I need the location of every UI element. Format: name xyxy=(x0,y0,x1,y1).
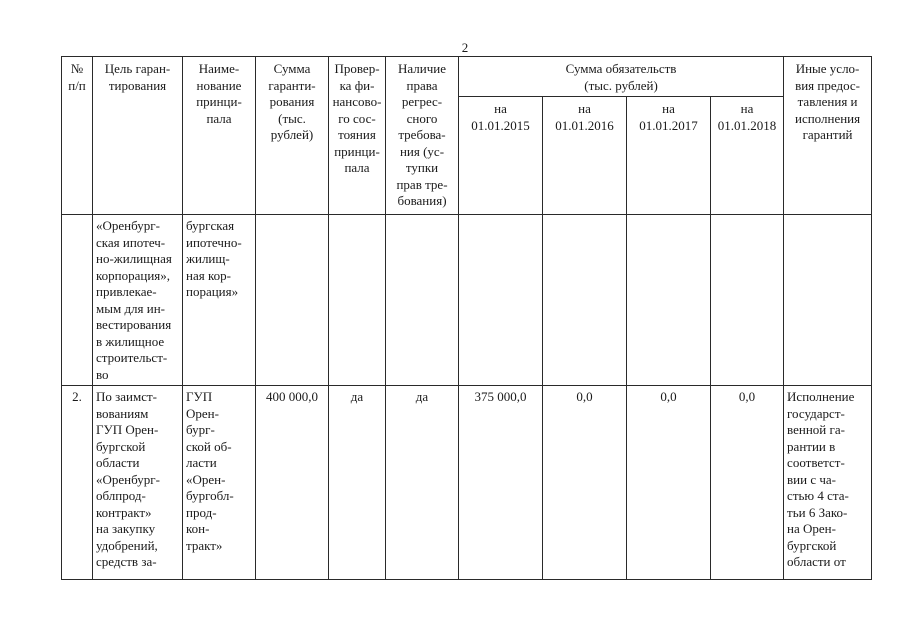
row-num xyxy=(62,215,93,386)
header-other-conditions: Иные усло- вия предос- тавления и исполнения гарантий xyxy=(784,57,872,215)
header-num: № п/п xyxy=(62,57,93,215)
row-financial-check: да xyxy=(329,386,386,580)
header-date-2015: на 01.01.2015 xyxy=(459,97,543,215)
row-num: 2. xyxy=(62,386,93,580)
row-value-2015: 375 000,0 xyxy=(459,386,543,580)
row-regress-right xyxy=(386,215,459,386)
row-purpose: По заимст- вованиям ГУП Орен- бургской области «Оренбург- облпрод- контракт» на закупку удобрений, средств за- xyxy=(93,386,183,580)
row-guarantee-sum xyxy=(256,215,329,386)
row-other-conditions: Исполнение государст- венной га- рантии в соответст- вии с ча- стью 4 ста- тьи 6 Зако- на Орен- бургской области от xyxy=(784,386,872,580)
row-purpose: «Оренбург- ская ипотеч- но-жилищная корпорация», привлекае- мым для ин- вестирования в жилищное строительст- во xyxy=(93,215,183,386)
row-principal: ГУП Орен- бург- ской об- ласти «Орен- бургобл- прод- кон- тракт» xyxy=(183,386,256,580)
header-purpose: Цель гаран- тирования xyxy=(93,57,183,215)
row-guarantee-sum: 400 000,0 xyxy=(256,386,329,580)
header-obligations-title: Сумма обязательств (тыс. рублей) xyxy=(459,57,784,97)
row-value-2017 xyxy=(627,215,711,386)
header-principal: Наиме- нование принци- пала xyxy=(183,57,256,215)
header-date-2017: на 01.01.2017 xyxy=(627,97,711,215)
guarantees-table xyxy=(61,56,872,580)
row-financial-check xyxy=(329,215,386,386)
row-value-2016 xyxy=(543,215,627,386)
header-guarantee-sum: Сумма гаранти- рования (тыс. рублей) xyxy=(256,57,329,215)
page-number: 2 xyxy=(461,40,469,55)
table-row xyxy=(62,386,872,580)
header-regress-right: Наличие права регрес- сного требова- ния (ус- тупки прав тре- бования) xyxy=(386,57,459,215)
row-value-2016: 0,0 xyxy=(543,386,627,580)
row-principal: бургская ипотечно- жилищ- ная кор- порация» xyxy=(183,215,256,386)
table-row xyxy=(62,215,872,386)
row-value-2018 xyxy=(711,215,784,386)
row-regress-right: да xyxy=(386,386,459,580)
header-date-2018: на 01.01.2018 xyxy=(711,97,784,215)
row-value-2017: 0,0 xyxy=(627,386,711,580)
header-date-2016: на 01.01.2016 xyxy=(543,97,627,215)
header-financial-check: Провер- ка фи- нансово- го сос- тояния принци- пала xyxy=(329,57,386,215)
row-value-2018: 0,0 xyxy=(711,386,784,580)
row-value-2015 xyxy=(459,215,543,386)
header-row-1 xyxy=(62,57,872,97)
row-other-conditions xyxy=(784,215,872,386)
